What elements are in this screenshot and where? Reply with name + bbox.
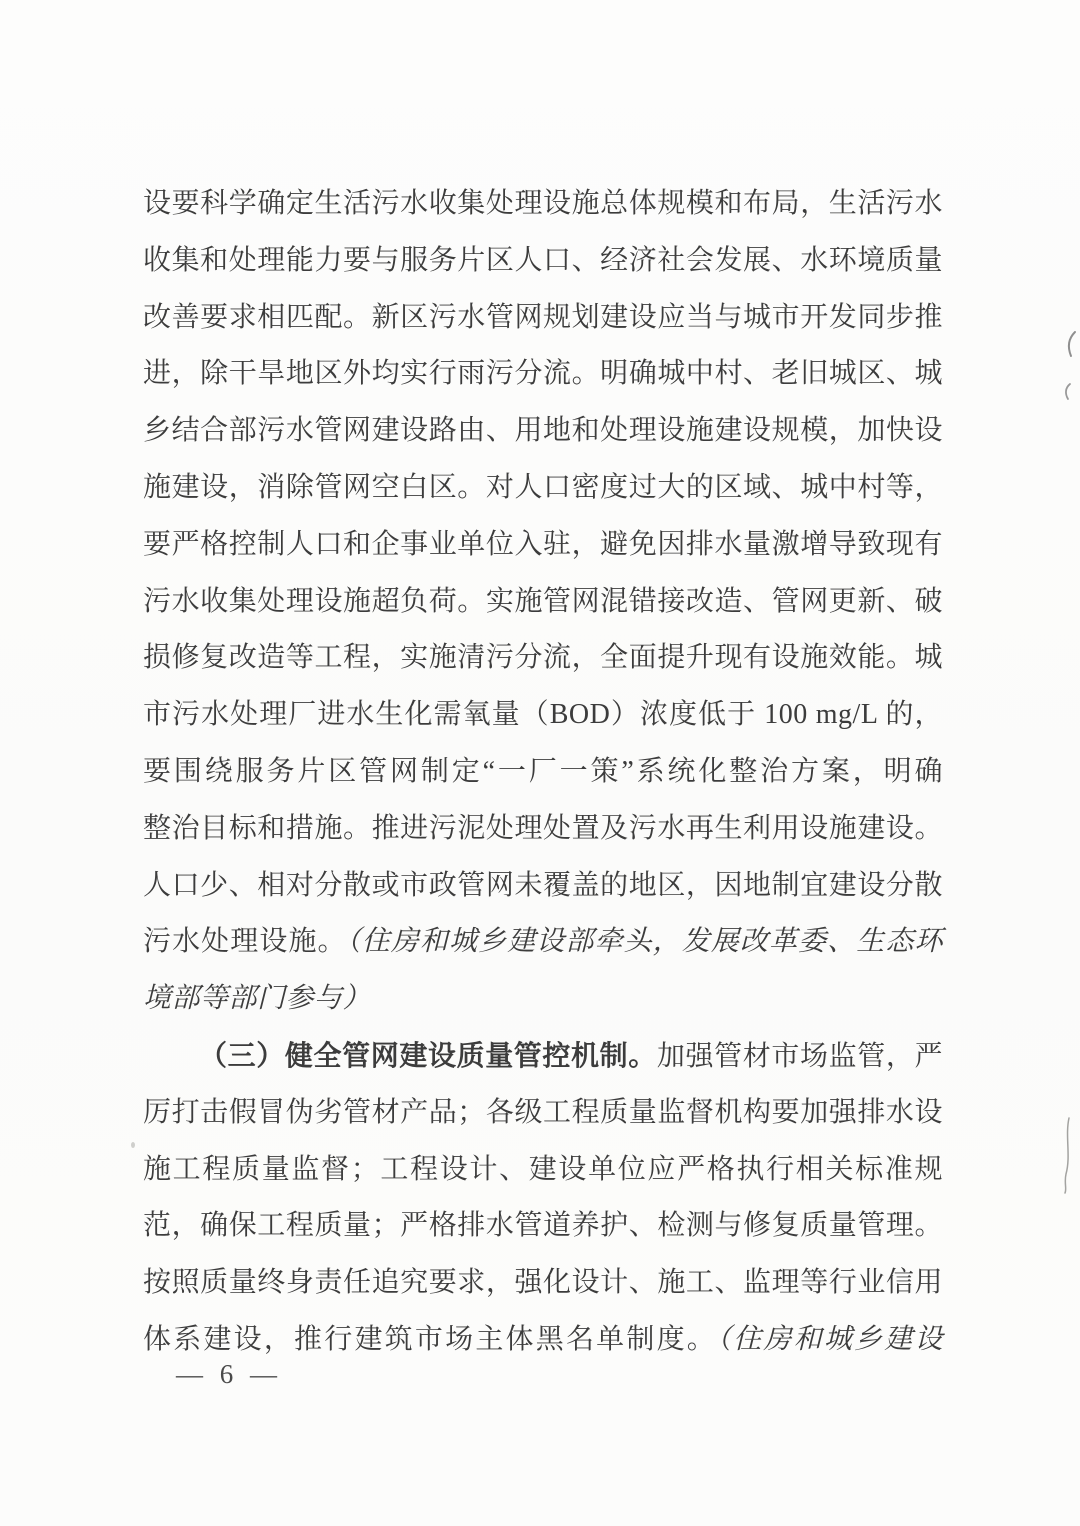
text-segment-normal: 乡结合部污水管网建设路由、用地和处理设施建设规模，加快设 bbox=[143, 415, 943, 447]
text-segment-normal: 施工程质量监督；工程设计、建设单位应严格执行相关标准规 bbox=[143, 1153, 943, 1185]
text-segment-normal: 设要科学确定生活污水收集处理设施总体规模和布局，生活污水 bbox=[143, 188, 943, 219]
page-number: — 6 — bbox=[176, 1359, 282, 1389]
text-line bbox=[143, 1085, 943, 1142]
text-segment-normal: 改善要求相匹配。新区污水管网规划建设应当与城市开发同步推 bbox=[143, 301, 943, 333]
text-segment-normal: 要严格控制人口和企事业单位入驻，避免因排水量激增导致现有 bbox=[143, 528, 943, 560]
text-line bbox=[143, 574, 943, 631]
text-segment-normal: 收集和处理能力要与服务片区人口、经济社会发展、水环境质量 bbox=[143, 244, 943, 276]
text-line bbox=[143, 346, 943, 403]
text-segment-normal: 施建设，消除管网空白区。对人口密度过大的区域、城中村等， bbox=[143, 471, 943, 503]
scan-artifact bbox=[1060, 1116, 1076, 1201]
document-body bbox=[143, 176, 943, 1369]
text-segment-normal: 加强管材市场监管，严 bbox=[656, 1040, 943, 1072]
text-segment-normal: 体系建设，推行建筑市场主体黑名单制度。 bbox=[143, 1323, 717, 1355]
text-line bbox=[143, 630, 943, 687]
text-segment-normal: 要围绕服务片区管网制定“一厂一策”系统化整治方案，明确 bbox=[143, 755, 943, 787]
text-segment-normal: 厉打击假冒伪劣管材产品；各级工程质量监督机构要加强排水设 bbox=[143, 1096, 943, 1128]
text-segment-normal: 市污水处理厂进水生化需氧量（BOD）浓度低于 100 mg/L 的， bbox=[143, 699, 943, 731]
text-line bbox=[143, 1198, 943, 1255]
text-line bbox=[143, 460, 943, 517]
text-segment-normal: 人口少、相对分散或市政管网未覆盖的地区，因地制宜建设分散 bbox=[143, 869, 943, 901]
text-line bbox=[143, 1255, 943, 1312]
text-segment-normal: 整治目标和措施。推进污泥处理处置及污水再生利用设施建设。 bbox=[143, 812, 943, 844]
text-line bbox=[143, 290, 943, 347]
text-line bbox=[143, 176, 943, 233]
text-segment-normal: 范，确保工程质量；严格排水管道养护、检测与修复质量管理。 bbox=[143, 1210, 943, 1242]
text-segment-kai: （住房和城乡建设部牵头，发展改革委、生态环 bbox=[346, 926, 943, 958]
scan-artifact bbox=[1062, 382, 1074, 407]
text-line bbox=[143, 801, 943, 858]
text-line bbox=[143, 971, 943, 1028]
text-line bbox=[143, 1028, 943, 1085]
text-line bbox=[143, 687, 943, 744]
text-segment-normal: 按照质量终身责任追究要求，强化设计、施工、监理等行业信用 bbox=[143, 1267, 943, 1299]
text-line bbox=[143, 233, 943, 290]
text-segment-kai: 境部等部门参与） bbox=[143, 983, 372, 1015]
text-segment-kai: （住房和城乡建设 bbox=[717, 1323, 943, 1355]
text-segment-normal: 进，除干旱地区外均实行雨污分流。明确城中村、老旧城区、城 bbox=[143, 358, 943, 390]
text-segment-normal: 污水处理设施。 bbox=[143, 926, 347, 958]
text-line bbox=[143, 744, 943, 801]
scan-artifact bbox=[1063, 330, 1079, 365]
text-segment-bold: （三）健全管网建设质量管控机制。 bbox=[199, 1039, 657, 1071]
text-line bbox=[143, 403, 943, 460]
text-line bbox=[143, 1142, 943, 1199]
text-segment-normal: 污水收集处理设施超负荷。实施管网混错接改造、管网更新、破 bbox=[143, 585, 943, 617]
text-line bbox=[143, 914, 943, 971]
text-line bbox=[143, 517, 943, 574]
scan-artifact bbox=[131, 1142, 135, 1148]
text-segment-normal: 损修复改造等工程，实施清污分流，全面提升现有设施效能。城 bbox=[143, 642, 943, 674]
text-line bbox=[143, 858, 943, 915]
